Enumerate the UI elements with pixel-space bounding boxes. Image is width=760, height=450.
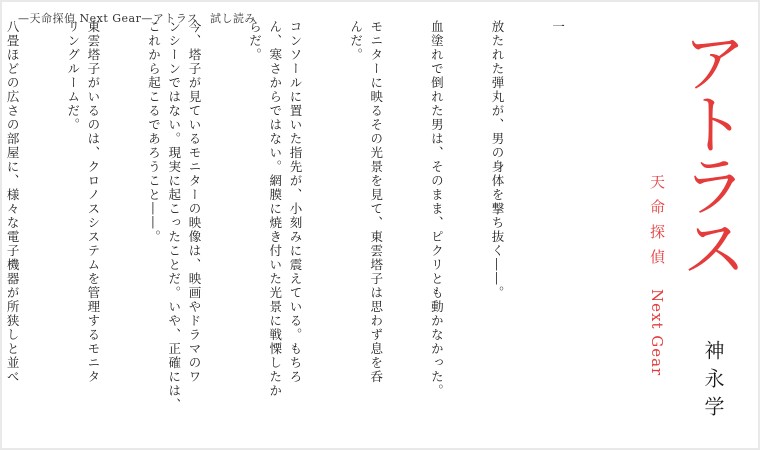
- book-page: [2, 2, 758, 448]
- book-title: アトラス: [670, 28, 747, 276]
- running-header: —天命探偵 Next Gear—アトラス 試し読み: [18, 12, 257, 25]
- subtitle-english: Next Gear: [648, 288, 666, 377]
- body-text: [2, 20, 608, 438]
- book-subtitle: [648, 174, 666, 376]
- paragraph: 八畳ほどの広さの部屋に、様々な電子機器が所狭しと並べ: [5, 20, 21, 384]
- paragraph: 今、塔子が見ているモニターの映像は、映画やドラマのワ ンシーンではない。現実に起こったことだ。いや、正確には、 これから起こるであろうこと――。: [146, 20, 202, 412]
- chapter-number: 一: [550, 20, 566, 34]
- paragraph: 東雲塔子がいるのは、クロノスシステムを管理するモニタ リングルームだ。: [65, 20, 101, 384]
- paragraph: 放たれた弾丸が、男の身体を撃ち抜く――。: [489, 20, 505, 300]
- author-name: 神永学: [701, 340, 725, 424]
- title-block: [608, 2, 758, 448]
- subtitle-series: 天命探偵: [648, 174, 666, 274]
- paragraph: 血塗れで倒れた男は、そのまま、ピクリとも動かなかった。: [429, 20, 445, 398]
- paragraph: コンソールに置いた指先が、小刻みに震えている。もちろ ん、寒さからではない。網膜に焼き付いた光景に戦慄したか らだ。: [247, 20, 303, 398]
- paragraph: モニターに映るその光景を見て、東雲塔子は思わず息を呑 んだ。: [348, 20, 384, 384]
